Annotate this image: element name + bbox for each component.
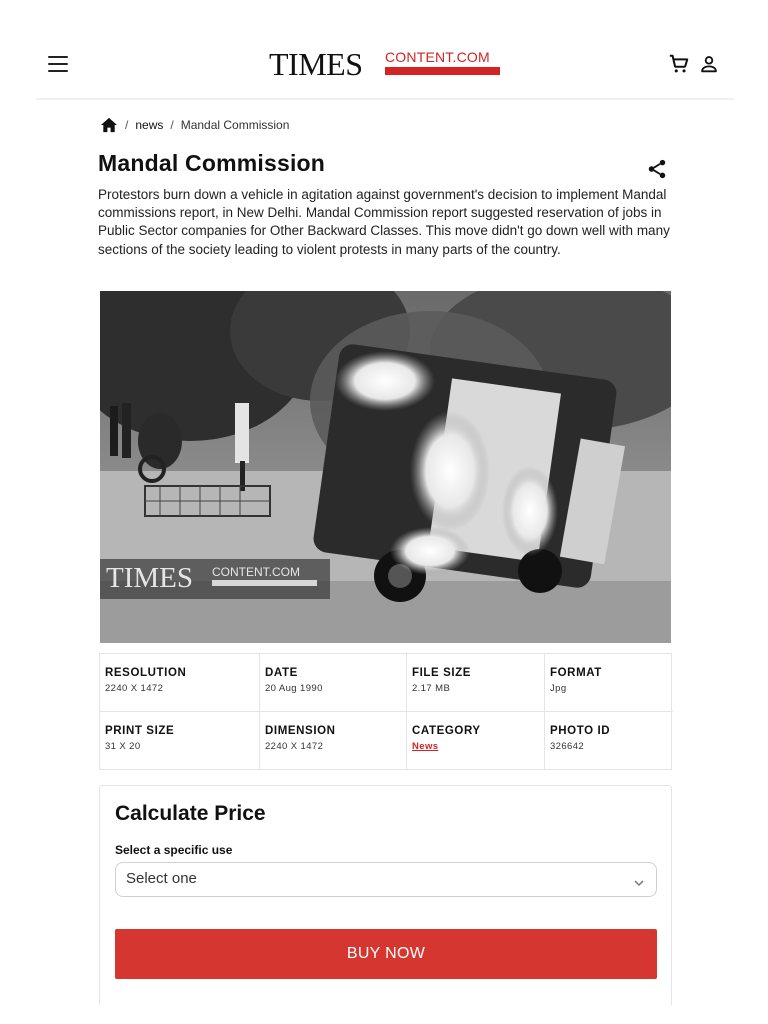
watermark-bar — [212, 580, 317, 586]
use-select[interactable] — [115, 862, 657, 897]
page-title: Mandal Commission — [98, 150, 326, 176]
breadcrumb-separator: / — [125, 118, 129, 132]
meta-label: PRINT SIZE — [105, 725, 175, 737]
breadcrumb-link-news[interactable]: news — [135, 118, 164, 132]
shopping-cart-icon[interactable] — [668, 53, 690, 75]
home-icon[interactable] — [100, 117, 118, 133]
buy-now-button[interactable]: BUY NOW — [115, 929, 657, 979]
meta-dimension — [260, 712, 407, 770]
meta-resolution — [100, 654, 260, 712]
breadcrumb — [100, 116, 289, 134]
logo-content-text: CONTENT.COM — [385, 49, 490, 65]
meta-label: PHOTO ID — [550, 725, 611, 737]
photo-description: Protestors burn down a vehicle in agitation against government's decision to implement Mandal commissions report, in New Delhi. Mandal Commission report suggested reservation of jobs in Public Sector companies for Other Backward Classes. This move didn't go down well with many sections of the society leading to violent protests in many parts of the country. — [98, 187, 670, 257]
calculate-price-panel — [99, 785, 672, 1005]
meta-value: 2.17 MB — [412, 683, 451, 694]
meta-label: FILE SIZE — [412, 667, 472, 679]
meta-value: 2240 X 1472 — [105, 683, 164, 694]
news-photo[interactable] — [100, 291, 671, 643]
use-select-label: Select a specific use — [115, 843, 233, 857]
meta-format — [545, 654, 673, 712]
meta-label: DIMENSION — [265, 725, 336, 737]
meta-value: 31 X 20 — [105, 741, 141, 752]
chevron-down-icon — [634, 875, 644, 885]
meta-print-size — [100, 712, 260, 770]
meta-value: 2240 X 1472 — [265, 741, 324, 752]
meta-label: FORMAT — [550, 667, 602, 679]
meta-value: Jpg — [550, 683, 567, 694]
watermark-content-text: CONTENT.COM — [212, 565, 300, 579]
meta-photo-id — [545, 712, 673, 770]
site-header — [36, 28, 734, 100]
watermark-times-text: TIMES — [106, 562, 193, 594]
meta-label: CATEGORY — [412, 725, 481, 737]
breadcrumb-current: Mandal Commission — [180, 118, 290, 132]
image-watermark — [100, 559, 330, 599]
breadcrumb-separator: / — [170, 118, 174, 132]
meta-date — [260, 654, 407, 712]
site-logo[interactable] — [269, 48, 501, 80]
meta-value: 20 Aug 1990 — [265, 683, 323, 694]
meta-label: RESOLUTION — [105, 667, 187, 679]
logo-times-text: TIMES — [269, 46, 363, 82]
meta-label: DATE — [265, 667, 298, 679]
price-panel-title: Calculate Price — [115, 802, 266, 825]
category-link[interactable]: News — [412, 741, 439, 752]
photo-metadata-table — [99, 653, 672, 770]
meta-value: 326642 — [550, 741, 585, 752]
hamburger-menu-icon[interactable] — [48, 56, 68, 72]
logo-red-bar — [385, 67, 500, 75]
meta-category — [407, 712, 545, 770]
use-select-value: Select one — [126, 870, 197, 887]
share-icon[interactable] — [646, 158, 668, 180]
user-account-icon[interactable] — [698, 53, 720, 75]
meta-file-size — [407, 654, 545, 712]
